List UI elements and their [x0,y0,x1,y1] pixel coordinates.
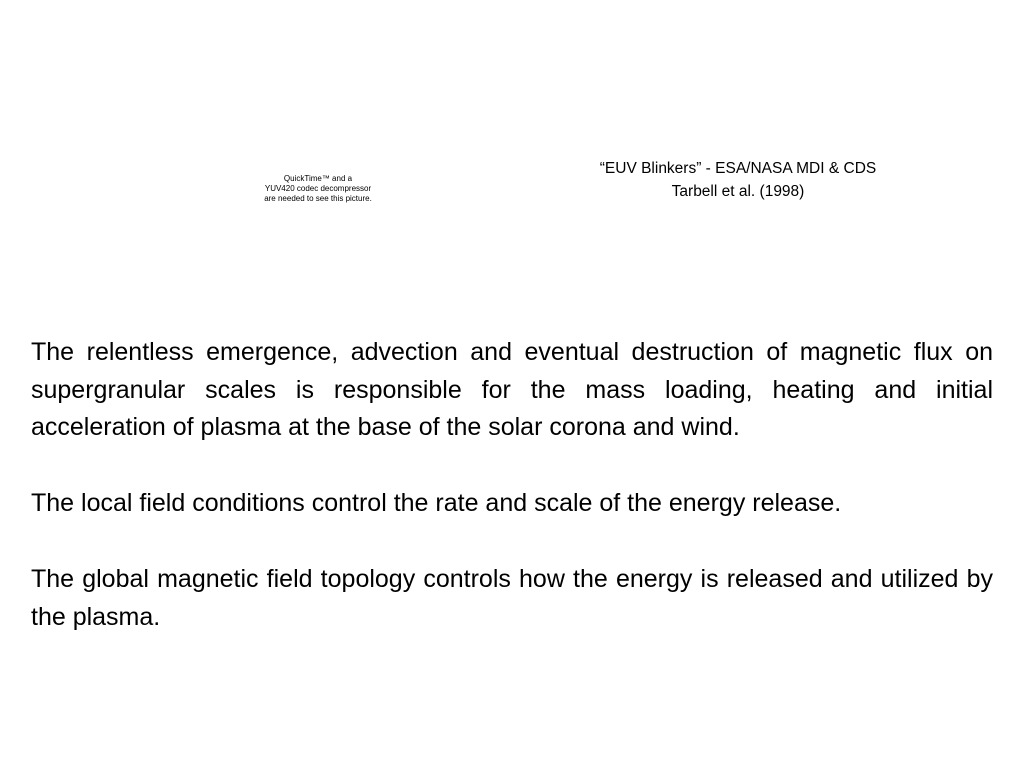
paragraph: The relentless emergence, advection and eventual destruction of magnetic flux on supergranular scales is responsible for the mass loading, heating and initial acceleration of plasma at the base of the solar corona and wind. [31,338,993,442]
figure-caption [538,157,938,203]
slide-body [31,334,993,674]
paragraph: The local field conditions control the rate and scale of the energy release. [31,489,842,518]
caption-citation: Tarbell et al. (1998) [671,183,805,200]
placeholder-line: YUV420 codec decompressor [264,184,372,193]
paragraph: The global magnetic field topology controls how the energy is released and utilized by the plasma. [31,564,993,631]
placeholder-line: QuickTime™ and a [283,174,353,183]
quicktime-placeholder [248,174,388,204]
caption-title: “EUV Blinkers” - ESA/NASA MDI & CDS [599,160,877,177]
placeholder-line: are needed to see this picture. [264,194,372,203]
